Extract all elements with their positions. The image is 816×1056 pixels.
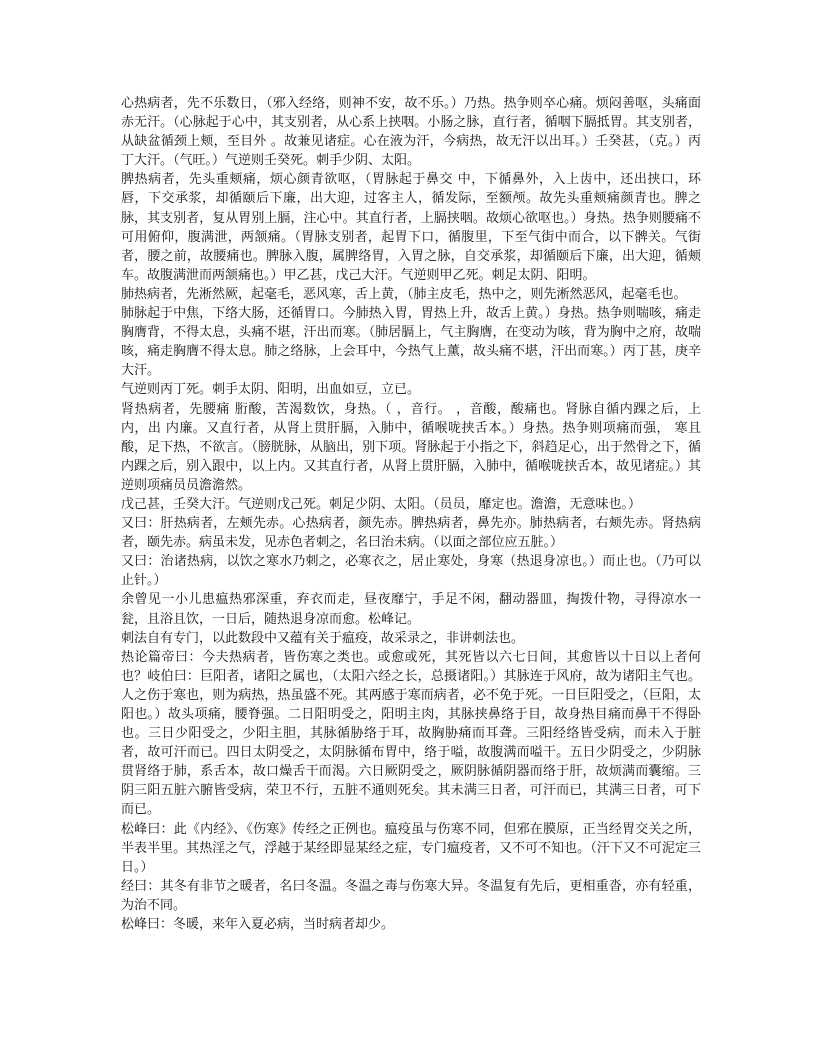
paragraph-winter-warmth: 经曰：其冬有非节之暖者，名曰冬温。冬温之毒与伤寒大异。冬温复有先后，更相重沓，亦有轻重，为治不同。 <box>121 878 701 913</box>
paragraph-lung-fever: 肺热病者，先淅然厥，起毫毛，恶风寒，舌上黄，（肺主皮毛，热中之，则先淅然恶风，起毫毛也。 <box>121 286 687 302</box>
paragraph-heart-fever: 心热病者，先不乐数日，（邪入经络，则神不安，故不乐。）乃热。热争则卒心痛。烦闷善呕，头痛面赤无汗。（心脉起于心中，其支别者，从心系上挟咽。小肠之脉，直行者，循咽下膈抵胃。其支别者，从缺盆循颈上颊，至目外 。故兼见诸症。心在液为汗，今病热，故无汗以出耳。）壬癸甚，（克。）丙丁大汗。（气旺。）气逆则壬癸死。刺手少阴、太阳。 <box>121 96 701 169</box>
paragraph-lung-qi-reverse: 气逆则丙丁死。刺手太阴、阳明，出血如豆，立已。 <box>121 382 421 398</box>
paragraph-lung-meridian: 肺脉起于中焦，下络大肠，还循胃口。今肺热入胃，胃热上升，故舌上黄。）身热。热争则喘咳，痛走胸膺背，不得太息，头痛不堪，汗出而寒。（肺居膈上，气主胸膺，在变动为咳，背为胸中之府，故喘咳，痛走胸膺不得太息。肺之络脉，上会耳中，今热气上薰，故头痛不堪，汗出而寒。）丙丁甚，庚辛大汗。 <box>121 306 701 379</box>
paragraph-spleen-fever: 脾热病者，先头重颊痛，烦心颜青欲呕，（胃脉起于鼻交 中，下循鼻外，入上齿中，还出挟口，环唇，下交承浆，却循颐后下廉，出大迎，过客主人，循发际，至额颅。故先头重颊痛颜青也。脾之脉，其支别者，复从胃别上膈，注心中。其直行者，上膈挟咽。故烦心欲呕也。）身热。热争则腰痛不可用俯仰，腹满泄，两颔痛。（胃脉支别者，起胃下口，循腹里，下至气街中而合，以下髀关。气街者，腰之前，故腰痛也。脾脉入腹，属脾络胃，入胃之脉，自交承浆，却循颐后下廉，出大迎，循颊车。故腹满泄而两颔痛也。）甲乙甚，戊己大汗。气逆则甲乙死。刺足太阴、阳明。 <box>121 172 701 283</box>
paragraph-heat-discourse: 热论篇帝曰：今夫热病者，皆伤寒之类也。或愈或死，其死皆以六七日间，其愈皆以十日以上者何也？岐伯曰：巨阳者，诸阳之属也，（太阳六经之长，总摄诸阳。）其脉连于风府，故为诸阳主气也。人之伤于寒也，则为病热，热虽盛不死。其两感于寒而病者，必不免于死。一日巨阳受之，（巨阳，太阳也。）故头项痛，腰脊强。二日阳明受之，阳明主肉，其脉挟鼻络于目，故身热目痛而鼻干不得卧也。三日少阳受之，少阳主胆，其脉循胁络于耳，故胸胁痛而耳聋。三阳经络皆受病，而未入于脏者，故可汗而已。四日太阴受之，太阴脉循布胃中，络于嗌，故腹满而嗌干。五日少阴受之，少阴脉贯肾络于肺，系舌本，故口燥舌干而渴。六日厥阴受之，厥阴脉循阴器而络于肝，故烦满而囊缩。三阴三阳五脏六腑皆受病，荣卫不行，五脏不通则死矣。其未满三日者，可汗而已，其满三日者，可下而已。 <box>121 649 701 818</box>
paragraph-kidney-sweat: 戊己甚，壬癸大汗。气逆则戊己死。刺足少阴、太阳。（员员，靡定也。澹澹，无意味也。） <box>121 496 642 512</box>
paragraph-kidney-fever: 肾热病者，先腰痛 胻酸，苦渴数饮，身热。（ ，音行。 ，音酸，酸痛也。肾脉自循内踝之后，上 内，出 内廉。又直行者，从肾上贯肝膈，入肺中，循喉咙挟舌本。）身热。热争则项痛而强， 寒且酸，足下热，不欲言。（膀胱脉，从脑出，别下项。肾脉起于小指之下，斜趋足心，出于然骨之下，循内踝之后，别入跟中，以上内。又其直行者，从肾上贯肝膈，入肺中，循喉咙挟舌本，故见诸症。）其逆则项痛员员澹澹然。 <box>121 401 701 493</box>
paragraph-songfeng-comment: 松峰曰：此《内经》、《伤寒》传经之正例也。瘟疫虽与伤寒不同，但邪在膜原，正当经胃交关之所，半表半里。其热淫之气，浮越于某经即显某经之症，专门瘟疫者，又不可不知也。（汗下又不可泥定三日。） <box>121 821 701 875</box>
paragraph-acupuncture-note: 刺法自有专门，以此数段中又蕴有关于瘟疫，故采录之，非讲刺法也。 <box>121 630 525 646</box>
paragraph-cold-water: 又曰：治诸热病，以饮之寒水乃刺之，必寒衣之，居止寒处，身寒（热退身凉也。）而止也。（乃可以止针。） <box>121 554 701 589</box>
document-page <box>121 94 701 934</box>
paragraph-songfeng-winter: 松峰曰：冬暖，来年入夏必病，当时病者却少。 <box>121 917 395 933</box>
paragraph-face-colors: 又曰：肝热病者，左颊先赤。心热病者，颜先赤。脾热病者，鼻先亦。肺热病者，右颊先赤。肾热病者，颐先赤。病虽未发，见赤色者刺之，名曰治未病。（以面之部位应五脏。） <box>121 516 701 551</box>
paragraph-child-case: 余曾见一小儿患瘟热邪深重，弃衣而走，昼夜靡宁，手足不闲，翻动器皿，掏拨什物，寻得凉水一瓮，且浴且饮，一日后，随热退身凉而愈。松峰记。 <box>121 592 701 627</box>
